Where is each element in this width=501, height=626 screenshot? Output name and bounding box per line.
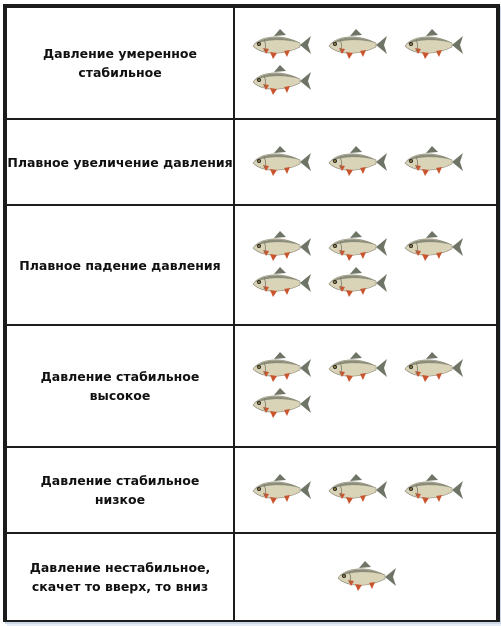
fish-icon bbox=[326, 145, 388, 179]
row-label bbox=[6, 533, 234, 621]
fish-icon bbox=[402, 351, 464, 385]
label-line: низкое bbox=[94, 492, 146, 507]
table-row bbox=[6, 119, 497, 205]
fish-icon bbox=[402, 230, 464, 264]
table-row bbox=[6, 325, 497, 447]
label-line: скачет то вверх, то вниз bbox=[31, 579, 209, 594]
fish-rating-cell bbox=[234, 7, 497, 119]
label-line: Давление стабильное bbox=[40, 369, 200, 384]
label-line: Плавное падение давления bbox=[19, 257, 221, 273]
fish-icon bbox=[250, 351, 312, 385]
fish-rating bbox=[250, 560, 482, 594]
fishing-pressure-table-frame bbox=[3, 4, 500, 622]
fish-icon bbox=[250, 387, 312, 421]
fish-rating bbox=[250, 351, 482, 421]
table-row bbox=[6, 447, 497, 533]
fish-icon bbox=[250, 28, 312, 62]
fish-icon bbox=[326, 266, 388, 300]
label-line: стабильное bbox=[78, 65, 162, 80]
table-row bbox=[6, 533, 497, 621]
label-line: высокое bbox=[89, 388, 151, 403]
label-line: Давление умеренное bbox=[43, 46, 197, 61]
fish-rating-cell bbox=[234, 119, 497, 205]
fish-rating bbox=[250, 28, 482, 98]
table-row bbox=[6, 205, 497, 325]
fish-rating bbox=[250, 230, 482, 300]
fish-icon bbox=[402, 145, 464, 179]
label-line: Плавное увеличение давления bbox=[7, 154, 233, 170]
fish-rating bbox=[250, 473, 482, 507]
fish-rating-cell bbox=[234, 447, 497, 533]
fish-icon bbox=[402, 28, 464, 62]
fish-rating bbox=[250, 145, 482, 179]
row-label bbox=[6, 7, 234, 119]
table-row bbox=[6, 7, 497, 119]
label-line: Давление стабильное bbox=[40, 473, 200, 488]
row-label bbox=[6, 447, 234, 533]
fish-rating-cell bbox=[234, 533, 497, 621]
fish-icon bbox=[250, 230, 312, 264]
fish-icon bbox=[250, 64, 312, 98]
fish-icon bbox=[326, 28, 388, 62]
row-label bbox=[6, 205, 234, 325]
fish-icon bbox=[326, 473, 388, 507]
fish-icon bbox=[402, 473, 464, 507]
fish-icon bbox=[326, 351, 388, 385]
fish-icon bbox=[250, 473, 312, 507]
row-label bbox=[6, 119, 234, 205]
fish-rating-cell bbox=[234, 205, 497, 325]
fish-icon bbox=[335, 560, 397, 594]
label-line: Давление нестабильное, bbox=[29, 560, 211, 575]
fish-rating-cell bbox=[234, 325, 497, 447]
fish-icon bbox=[250, 266, 312, 300]
fish-icon bbox=[250, 145, 312, 179]
fishing-pressure-table bbox=[5, 6, 498, 622]
fish-icon bbox=[326, 230, 388, 264]
row-label bbox=[6, 325, 234, 447]
